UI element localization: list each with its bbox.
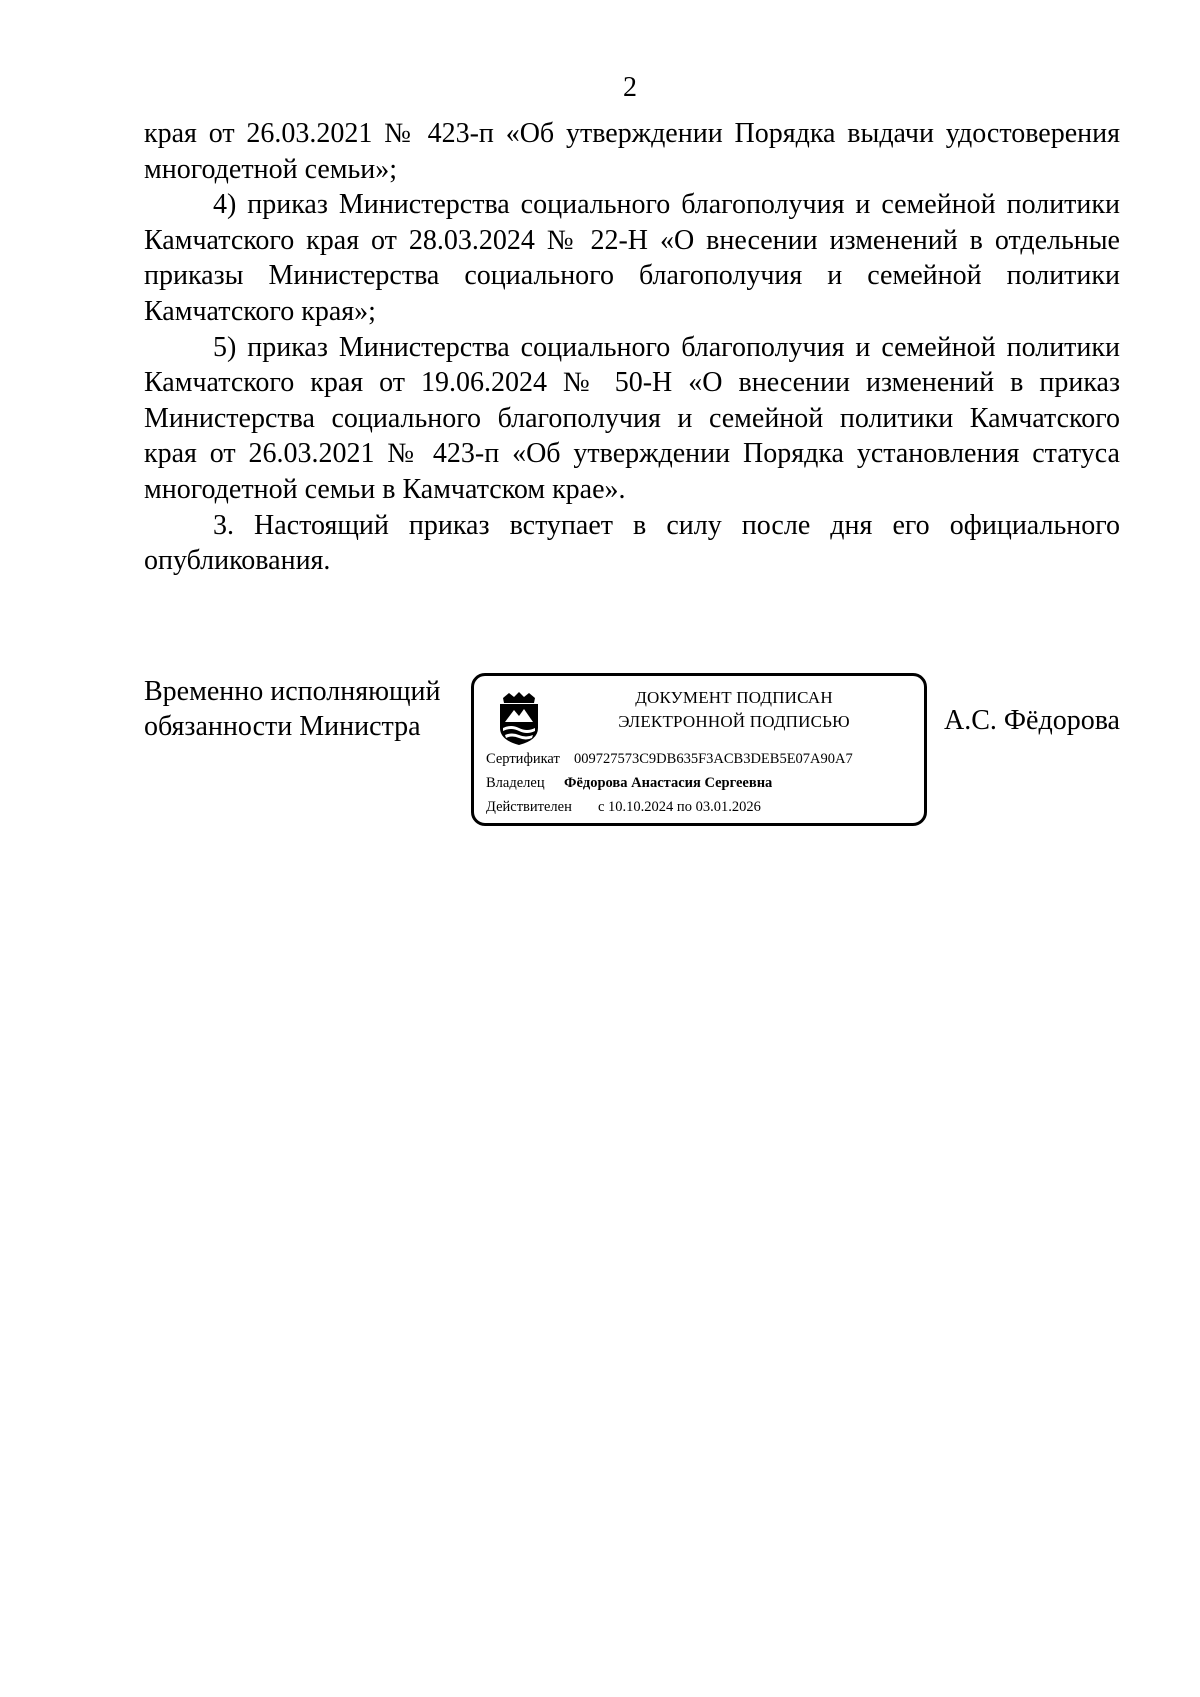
paragraph-item-5: 5) приказ Министерства социального благополучия и семейной политики Камчатского края от 19.06.2024 № 50-Н «О внесении изменений в приказ Министерства социального благополучия и семейной политики Камчатского края от 26.03.2021 № 423-п «Об утверждении Порядка установления статуса многодетной семьи в Камчатском крае». xyxy=(144,331,1120,505)
paragraph-continuation: края от 26.03.2021 № 423-п «Об утверждении Порядка выдачи удостоверения многодетной семьи»; xyxy=(144,118,1120,185)
stamp-title xyxy=(584,686,884,734)
stamp-certificate-row xyxy=(486,750,853,768)
kamchatka-coat-of-arms-icon xyxy=(494,690,544,746)
page-number: 2 xyxy=(623,72,637,103)
electronic-signature-stamp xyxy=(471,673,927,826)
paragraph-clause-3: 3. Настоящий приказ вступает в силу после дня его официального опубликования. xyxy=(144,509,1120,577)
owner-label: Владелец xyxy=(486,775,545,791)
certificate-value: 009727573C9DB635F3ACB3DEB5E07A90A7 xyxy=(574,751,853,767)
paragraph-item-4: 4) приказ Министерства социального благополучия и семейной политики Камчатского края от 28.03.2024 № 22-Н «О внесении изменений в отдельные приказы Министерства социального благополучия и семейной политики Камчатского края»; xyxy=(144,189,1120,327)
document-body xyxy=(144,116,1120,579)
validity-value: с 10.10.2024 по 03.01.2026 xyxy=(598,799,761,815)
signer-position xyxy=(144,674,464,744)
stamp-title-line-1: ДОКУМЕНТ ПОДПИСАН xyxy=(635,688,833,707)
signer-position-line-2: обязанности Министра xyxy=(144,711,421,742)
stamp-owner-row xyxy=(486,774,772,792)
stamp-title-line-2: ЭЛЕКТРОННОЙ ПОДПИСЬЮ xyxy=(618,712,850,731)
owner-value: Фёдорова Анастасия Сергеевна xyxy=(564,775,773,791)
signer-name: А.С. Фёдорова xyxy=(944,705,1120,736)
signer-position-line-1: Временно исполняющий xyxy=(144,676,441,707)
stamp-validity-row xyxy=(486,798,761,816)
validity-label: Действителен xyxy=(486,799,572,815)
certificate-label: Сертификат xyxy=(486,751,560,767)
